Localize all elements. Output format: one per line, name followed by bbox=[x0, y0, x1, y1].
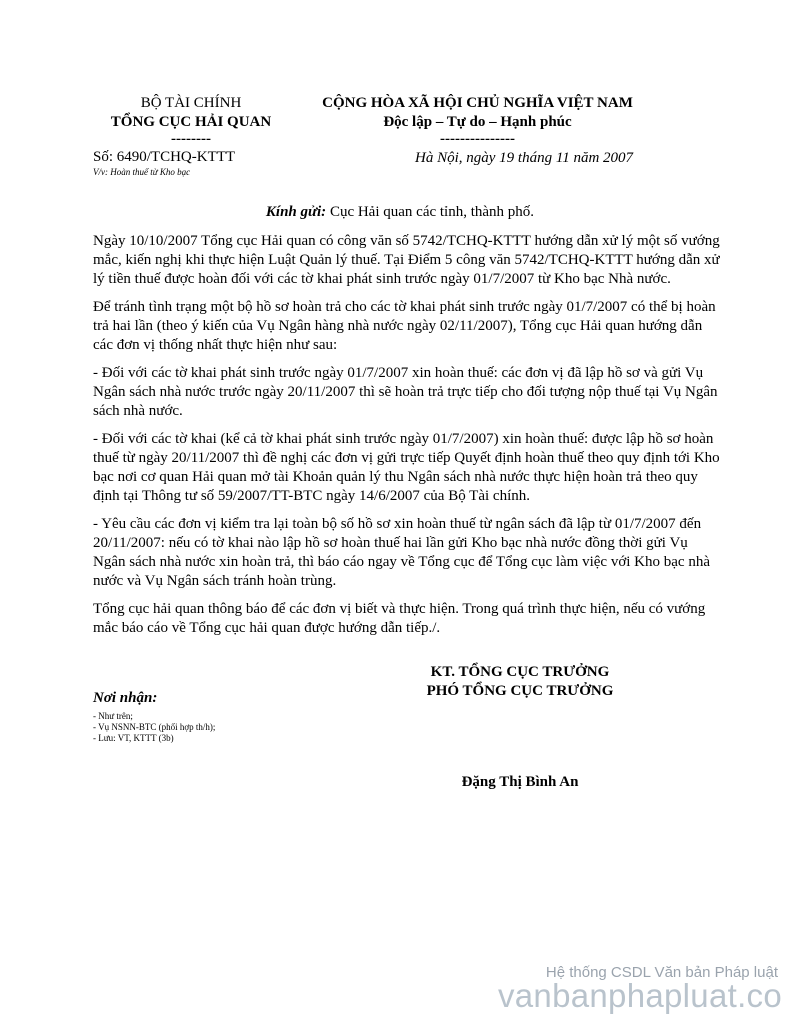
addressee-line bbox=[0, 204, 800, 221]
signature-title-2: PHÓ TỔNG CỤC TRƯỞNG bbox=[426, 683, 614, 699]
ministry-name: BỘ TÀI CHÍNH bbox=[140, 95, 242, 111]
recipient-item: - Lưu: VT, KTTT (3b) bbox=[93, 733, 174, 743]
document-body bbox=[93, 232, 720, 647]
national-motto: Độc lập – Tự do – Hạnh phúc bbox=[383, 114, 572, 130]
body-paragraph: - Yêu cầu các đơn vị kiểm tra lại toàn bộ số hồ sơ xin hoàn thuế từ ngân sách đã lập từ 01/7/2007 đến 20/11/2007: nếu có tờ khai nào lập hồ sơ hoàn thuế hai lần gửi Kho bạc nhà nước đồng thời gửi Vụ Ngân sách nhà nước xin hoàn trả, thì báo cáo ngay về Tổng cục để Tổng cục làm việc với Kho bạc nhà nước và Vụ Ngân sách tránh hoàn trùng. bbox=[93, 516, 710, 589]
addressee-label: Kính gửi: bbox=[265, 204, 327, 220]
issuer-block bbox=[96, 94, 286, 146]
signer-name: Đặng Thị Bình An bbox=[461, 774, 579, 790]
addressee-text: Cục Hải quan các tỉnh, thành phố. bbox=[326, 204, 535, 220]
signature-block bbox=[380, 663, 660, 701]
recipient-item: - Vụ NSNN-BTC (phối hợp th/h); bbox=[93, 722, 216, 732]
body-paragraph: Ngày 10/10/2007 Tổng cục Hải quan có công văn số 5742/TCHQ-KTTT hướng dẫn xử lý một số vướng mắc, kiến nghị khi thực hiện Luật Quản lý thuế. Tại Điểm 5 công văn 5742/TCHQ-KTTT hướng dẫn xử lý tiền thuế được hoàn đối với các tờ khai phát sinh trước ngày 01/7/2007 từ Kho bạc Nhà nước. bbox=[93, 233, 720, 287]
document-subject: V/v: Hoàn thuế từ Kho bạc bbox=[93, 167, 191, 177]
date-place: Hà Nội, ngày 19 tháng 11 năm 2007 bbox=[415, 150, 634, 166]
signature-title-1: KT. TỔNG CỤC TRƯỞNG bbox=[430, 664, 610, 680]
watermark-caption: Hệ thống CSDL Văn bản Pháp luật bbox=[545, 964, 778, 981]
body-paragraph: Tổng cục hải quan thông báo để các đơn vị biết và thực hiện. Trong quá trình thực hiện, nếu có vướng mắc báo cáo về Tổng cục hải quan được hướng dẫn tiếp./. bbox=[93, 601, 706, 636]
national-header bbox=[300, 94, 655, 146]
recipient-item: - Như trên; bbox=[93, 711, 133, 721]
body-paragraph: - Đối với các tờ khai phát sinh trước ngày 01/7/2007 xin hoàn thuế: các đơn vị đã lập hồ sơ và gửi Vụ Ngân sách nhà nước trước ngày 20/11/2007 thì sẽ hoàn trả trực tiếp cho đối tượng nộp thuế tại Vụ Ngân sách nhà nước. bbox=[93, 365, 718, 419]
recipients-label: Nơi nhận: bbox=[93, 690, 158, 706]
document-number: Số: 6490/TCHQ-KTTT bbox=[93, 149, 236, 165]
country-name: CỘNG HÒA XÃ HỘI CHỦ NGHĨA VIỆT NAM bbox=[322, 95, 633, 111]
body-paragraph: Để tránh tình trạng một bộ hồ sơ hoàn trả cho các tờ khai phát sinh trước ngày 01/7/2007 có thể bị hoàn trả hai lần (theo ý kiến của Vụ Ngân hàng nhà nước ngày 02/11/2007), Tổng cục Hải quan hướng dẫn các đơn vị thống nhất thực hiện như sau: bbox=[93, 299, 716, 353]
department-name: TỔNG CỤC HẢI QUAN bbox=[110, 114, 272, 130]
body-paragraph: - Đối với các tờ khai (kể cả tờ khai phát sinh trước ngày 01/7/2007) xin hoàn thuế: được lập hồ sơ hoàn thuế từ ngày 20/11/2007 thì đề nghị các đơn vị gửi trực tiếp Quyết định hoàn thuế theo quy định tới Kho bạc nơi cơ quan Hải quan mở tài Khoản quản lý thu Ngân sách nhà nước thực hiện hoàn trả theo quy định tại Thông tư số 59/2007/TT-BTC ngày 14/6/2007 của Bộ Tài chính. bbox=[93, 431, 720, 504]
watermark-site: vanbanphapluat.co bbox=[497, 977, 782, 1014]
motto-separator: --------------- bbox=[440, 131, 515, 147]
issuer-separator: -------- bbox=[171, 131, 211, 147]
recipients-block bbox=[93, 690, 215, 744]
